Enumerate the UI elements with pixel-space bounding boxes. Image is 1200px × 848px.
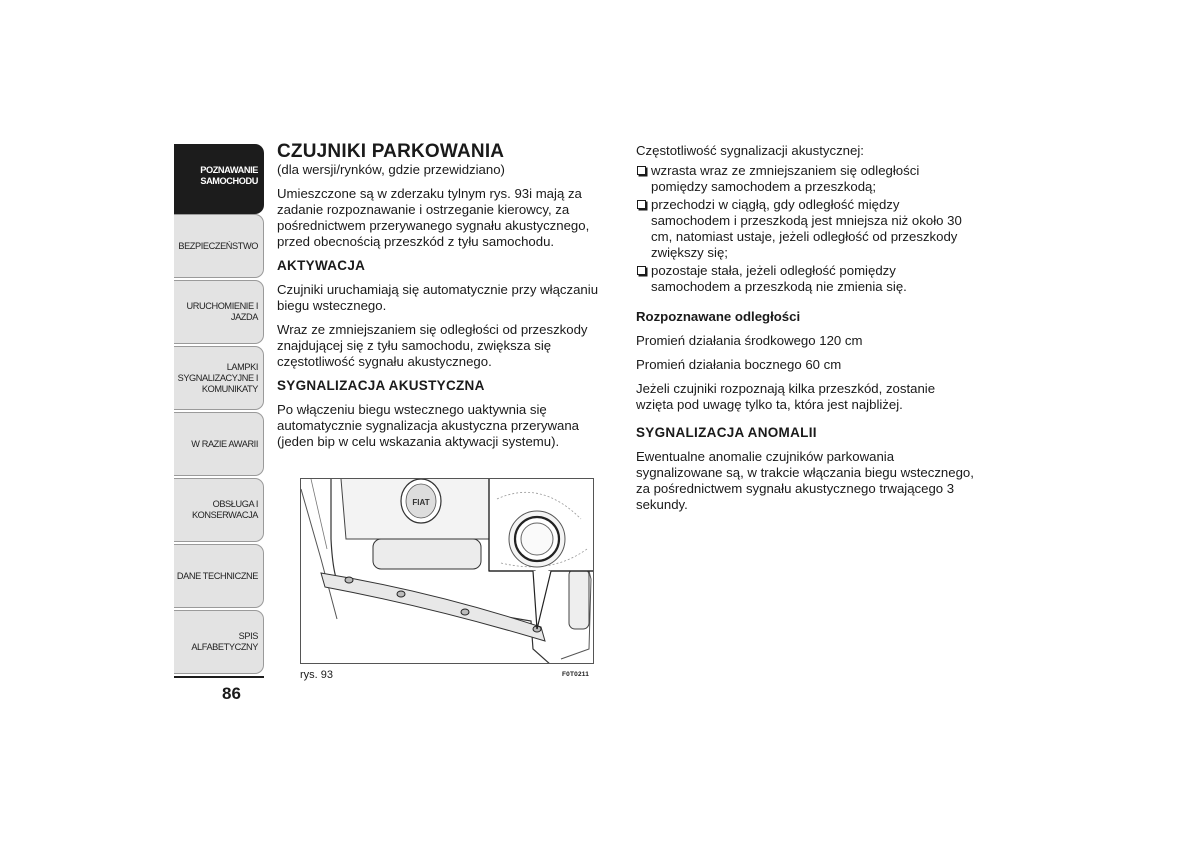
list-item: przechodzi w ciągłą, gdy odległość między samochodem i przeszkodą jest mniejsza niż około 30 cm, natomiast ustaje, jeżeli odległość od przeszkody zwiększy się; bbox=[636, 197, 976, 261]
tab-obsluga-i-konserwacja[interactable]: OBSŁUGA I KONSERWACJA bbox=[174, 478, 264, 542]
frequency-intro: Częstotliwość sygnalizacji akustycznej: bbox=[636, 143, 864, 158]
activation-paragraph-1: Czujniki uruchamiają się automatycznie przy włączaniu biegu wstecznego. bbox=[277, 282, 599, 313]
activation-paragraph-2: Wraz ze zmniejszaniem się odległości od przeszkody znajdującej się z tyłu samochodu, zwiększa się częstotliwość sygnału akustycznego. bbox=[277, 322, 588, 369]
tab-bezpieczenstwo[interactable]: BEZPIECZEŃSTWO bbox=[174, 214, 264, 278]
tab-spis-alfabetyczny[interactable]: SPIS ALFABETYCZNY bbox=[174, 610, 264, 674]
page-number: 86 bbox=[222, 684, 241, 703]
left-column bbox=[277, 142, 612, 458]
svg-text:FIAT: FIAT bbox=[412, 498, 430, 507]
tab-poznawanie-samochodu[interactable]: POZNAWANIE SAMOCHODU bbox=[174, 144, 264, 214]
tab-uruchomienie-i-jazda[interactable]: URUCHOMIENIE I JAZDA bbox=[174, 280, 264, 344]
figure-rear-bumper-sensors bbox=[300, 478, 594, 664]
distance-center: Promień działania środkowego 120 cm bbox=[636, 333, 863, 348]
checkbox-bullet-icon bbox=[637, 200, 646, 209]
checkbox-bullet-icon bbox=[637, 166, 646, 175]
frequency-list bbox=[636, 163, 976, 295]
section-title: CZUJNIKI PARKOWANIA bbox=[277, 141, 505, 162]
distances-heading: Rozpoznawane odległości bbox=[636, 309, 801, 324]
anomaly-heading: SYGNALIZACJA ANOMALII bbox=[636, 425, 817, 440]
acoustic-paragraph: Po włączeniu biegu wstecznego uaktywnia się automatycznie sygnalizacja akustyczna przerywana (jeden bip w celu wskazania aktywacji systemu). bbox=[277, 402, 579, 449]
tab-dane-techniczne[interactable]: DANE TECHNICZNE bbox=[174, 544, 264, 608]
tab-w-razie-awarii[interactable]: W RAZIE AWARII bbox=[174, 412, 264, 476]
list-item: wzrasta wraz ze zmniejszaniem się odległości pomiędzy samochodem a przeszkodą; bbox=[636, 163, 976, 195]
intro-paragraph: Umieszczone są w zderzaku tylnym rys. 93i mają za zadanie rozpoznawanie i ostrzeganie kierowcy, za pośrednictwem przerywanego sygnału akustycznego, przed obecnością przeszkód z tyłu samochodu. bbox=[277, 186, 590, 249]
activation-heading: AKTYWACJA bbox=[277, 258, 366, 273]
right-column bbox=[636, 143, 976, 521]
tabs-bottom-rule bbox=[174, 676, 264, 678]
checkbox-bullet-icon bbox=[637, 266, 646, 275]
anomaly-paragraph: Ewentualne anomalie czujników parkowania sygnalizowane są, w trakcie włączania biegu wstecznego, za pośrednictwem sygnału akustycznego trwającego 3 sekundy. bbox=[636, 449, 974, 512]
multi-obstacles-paragraph: Jeżeli czujniki rozpoznają kilka przeszkód, zostanie wzięta pod uwagę tylko ta, która jest najbliżej. bbox=[636, 381, 936, 412]
tab-lampki-sygnalizacyjne[interactable]: LAMPKI SYGNALIZACYJNE I KOMUNIKATY bbox=[174, 346, 264, 410]
distance-side: Promień działania bocznego 60 cm bbox=[636, 357, 842, 372]
acoustic-heading: SYGNALIZACJA AKUSTYCZNA bbox=[277, 378, 485, 393]
list-item: pozostaje stała, jeżeli odległość pomiędzy samochodem a przeszkodą nie zmienia się. bbox=[636, 263, 976, 295]
figure-code: F0T0211 bbox=[562, 671, 590, 678]
figure-caption: rys. 93 bbox=[300, 669, 334, 681]
section-subtitle: (dla wersji/rynków, gdzie przewidziano) bbox=[277, 162, 505, 177]
rear-bumper-illustration bbox=[301, 479, 594, 664]
